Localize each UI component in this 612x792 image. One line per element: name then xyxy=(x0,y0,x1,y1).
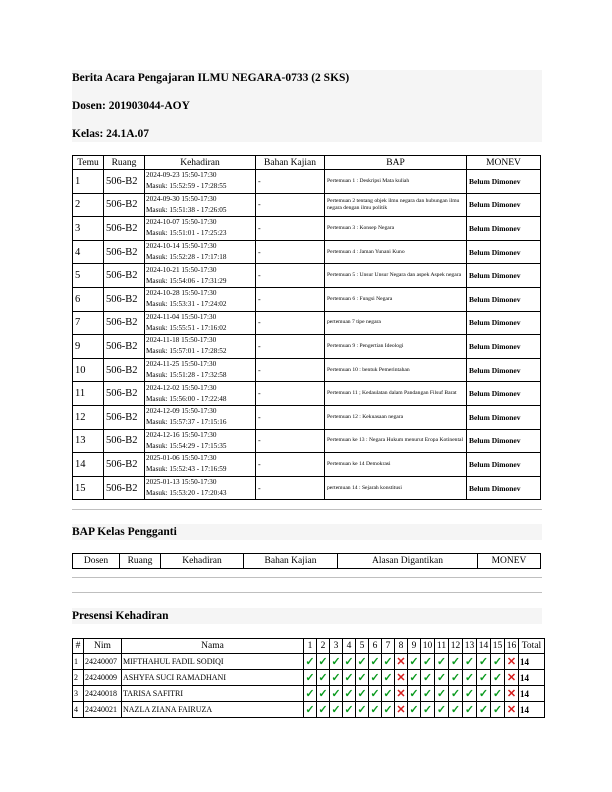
col-ruang: Ruang xyxy=(104,156,145,170)
bap-cell: Pertemuan 1 : Deskripsi Mata kuliah xyxy=(325,170,467,194)
temu-cell: 3 xyxy=(73,217,104,241)
nama-cell: MIFTHAHUL FADIL SODIQI xyxy=(122,654,304,670)
ruang-cell: 506-B2 xyxy=(104,170,145,194)
nim-cell: 24240021 xyxy=(84,702,122,718)
jadwal-text: 2024-09-23 15:50-17:30 xyxy=(146,171,217,180)
check-icon: ✓ xyxy=(408,686,421,702)
no-cell: 2 xyxy=(73,670,84,686)
kehadiran-cell xyxy=(145,193,256,217)
check-icon: ✓ xyxy=(369,702,382,718)
bap-cell: pertemuan 14 : Sejarah konstitusi xyxy=(325,476,467,500)
table-row xyxy=(73,311,541,335)
table-row xyxy=(73,654,545,670)
presensi-table xyxy=(72,638,545,718)
presensi-title: Presensi Kehadiran xyxy=(72,610,169,622)
check-icon: ✓ xyxy=(330,702,343,718)
check-icon: ✓ xyxy=(435,670,449,686)
bap-cell: Pertemuan 4 : Jaman Yunani Kuno xyxy=(325,240,467,264)
col-bahan-kajian: Bahan Kajian xyxy=(244,554,338,569)
bahan-kajian-cell: - xyxy=(256,240,325,264)
divider xyxy=(72,592,542,593)
table-row xyxy=(73,240,541,264)
monev-cell: Belum Dimonev xyxy=(467,405,541,429)
jadwal-text: 2024-11-04 15:50-17:30 xyxy=(146,312,217,321)
masuk-text: Masuk: 15:53:20 - 17:20:43 xyxy=(146,489,227,498)
bahan-kajian-cell: - xyxy=(256,217,325,241)
no-cell: 4 xyxy=(73,702,84,718)
col-meeting-14: 14 xyxy=(477,639,491,654)
check-icon: ✓ xyxy=(317,670,330,686)
jadwal-text: 2025-01-13 15:50-17:30 xyxy=(146,478,217,487)
col-no: # xyxy=(73,639,84,654)
col-alasan: Alasan Digantikan xyxy=(338,554,478,569)
monev-cell: Belum Dimonev xyxy=(467,429,541,453)
bahan-kajian-cell: - xyxy=(256,264,325,288)
check-icon: ✓ xyxy=(408,670,421,686)
check-icon: ✓ xyxy=(317,654,330,670)
kehadiran-cell xyxy=(145,358,256,382)
bap-cell: Pertemuan 11 ; Kedaulatan dalam Pandangan Filsuf Barat xyxy=(325,382,467,406)
temu-cell: 13 xyxy=(73,429,104,453)
ruang-cell: 506-B2 xyxy=(104,287,145,311)
bahan-kajian-cell: - xyxy=(256,382,325,406)
temu-cell: 15 xyxy=(73,476,104,500)
col-kehadiran: Kehadiran xyxy=(161,554,244,569)
table-row xyxy=(73,170,541,194)
table-row xyxy=(73,217,541,241)
check-icon: ✓ xyxy=(449,686,463,702)
table-row xyxy=(73,429,541,453)
bahan-kajian-cell: - xyxy=(256,335,325,359)
bahan-kajian-cell: - xyxy=(256,170,325,194)
masuk-text: Masuk: 15:54:29 - 17:15:35 xyxy=(146,441,227,450)
kehadiran-cell xyxy=(145,170,256,194)
check-icon: ✓ xyxy=(382,654,395,670)
check-icon: ✓ xyxy=(304,670,317,686)
check-icon: ✓ xyxy=(491,686,505,702)
bahan-kajian-cell: - xyxy=(256,287,325,311)
bap-cell: Pertemuan 12 : Kekuasaan negara xyxy=(325,405,467,429)
bahan-kajian-cell: - xyxy=(256,358,325,382)
col-meeting-13: 13 xyxy=(463,639,477,654)
check-icon: ✓ xyxy=(491,654,505,670)
col-meeting-8: 8 xyxy=(395,639,408,654)
kehadiran-cell xyxy=(145,429,256,453)
jadwal-text: 2024-11-18 15:50-17:30 xyxy=(146,336,217,345)
cross-icon: ✕ xyxy=(395,702,408,718)
nama-cell: TARISA SAFITRI xyxy=(122,686,304,702)
table-row xyxy=(73,702,545,718)
check-icon: ✓ xyxy=(304,654,317,670)
col-ruang: Ruang xyxy=(120,554,161,569)
temu-cell: 7 xyxy=(73,311,104,335)
check-icon: ✓ xyxy=(369,686,382,702)
temu-cell: 9 xyxy=(73,335,104,359)
masuk-text: Masuk: 15:51:38 - 17:26:05 xyxy=(146,205,227,214)
col-meeting-10: 10 xyxy=(421,639,435,654)
kehadiran-cell xyxy=(145,217,256,241)
temu-cell: 12 xyxy=(73,405,104,429)
check-icon: ✓ xyxy=(356,670,369,686)
page-title: Berita Acara Pengajaran ILMU NEGARA-0733 (2 SKS) xyxy=(72,72,350,84)
temu-cell: 6 xyxy=(73,287,104,311)
check-icon: ✓ xyxy=(304,702,317,718)
masuk-text: Masuk: 15:55:51 - 17:16:02 xyxy=(146,323,227,332)
check-icon: ✓ xyxy=(435,654,449,670)
bap-table-header xyxy=(73,156,541,170)
no-cell: 3 xyxy=(73,686,84,702)
check-icon: ✓ xyxy=(477,654,491,670)
divider xyxy=(72,509,542,510)
nama-cell: NAZLA ZIANA FAIRUZA xyxy=(122,702,304,718)
check-icon: ✓ xyxy=(435,686,449,702)
check-icon: ✓ xyxy=(463,670,477,686)
kehadiran-cell xyxy=(145,382,256,406)
masuk-text: Masuk: 15:57:01 - 17:28:52 xyxy=(146,347,227,356)
col-meeting-12: 12 xyxy=(449,639,463,654)
col-bap: BAP xyxy=(325,156,467,170)
temu-cell: 1 xyxy=(73,170,104,194)
col-kehadiran: Kehadiran xyxy=(145,156,256,170)
monev-cell: Belum Dimonev xyxy=(467,358,541,382)
temu-cell: 2 xyxy=(73,193,104,217)
check-icon: ✓ xyxy=(449,670,463,686)
masuk-text: Masuk: 15:57:37 - 17:15:16 xyxy=(146,418,227,427)
ruang-cell: 506-B2 xyxy=(104,217,145,241)
pengganti-table-header xyxy=(73,554,541,569)
bap-cell: Pertemuan 6 : Fungsi Negara xyxy=(325,287,467,311)
check-icon: ✓ xyxy=(369,670,382,686)
check-icon: ✓ xyxy=(421,686,435,702)
col-meeting-2: 2 xyxy=(317,639,330,654)
jadwal-text: 2024-12-02 15:50-17:30 xyxy=(146,383,217,392)
jadwal-text: 2024-12-16 15:50-17:30 xyxy=(146,430,217,439)
table-row xyxy=(73,453,541,477)
jadwal-text: 2024-09-30 15:50-17:30 xyxy=(146,194,217,203)
pengganti-table xyxy=(72,553,541,569)
masuk-text: Masuk: 15:52:28 - 17:17:18 xyxy=(146,253,227,262)
table-row xyxy=(73,193,541,217)
temu-cell: 11 xyxy=(73,382,104,406)
check-icon: ✓ xyxy=(304,686,317,702)
monev-cell: Belum Dimonev xyxy=(467,453,541,477)
ruang-cell: 506-B2 xyxy=(104,240,145,264)
ruang-cell: 506-B2 xyxy=(104,429,145,453)
no-cell: 1 xyxy=(73,654,84,670)
monev-cell: Belum Dimonev xyxy=(467,335,541,359)
check-icon: ✓ xyxy=(330,670,343,686)
kelas-label: Kelas: 24.1A.07 xyxy=(72,128,149,140)
nim-cell: 24240007 xyxy=(84,654,122,670)
check-icon: ✓ xyxy=(491,702,505,718)
check-icon: ✓ xyxy=(421,670,435,686)
col-meeting-3: 3 xyxy=(330,639,343,654)
col-meeting-11: 11 xyxy=(435,639,449,654)
bahan-kajian-cell: - xyxy=(256,429,325,453)
kehadiran-cell xyxy=(145,335,256,359)
bahan-kajian-cell: - xyxy=(256,476,325,500)
temu-cell: 10 xyxy=(73,358,104,382)
check-icon: ✓ xyxy=(356,654,369,670)
bahan-kajian-cell: - xyxy=(256,453,325,477)
masuk-text: Masuk: 15:52:43 - 17:16:59 xyxy=(146,465,227,474)
ruang-cell: 506-B2 xyxy=(104,193,145,217)
ruang-cell: 506-B2 xyxy=(104,382,145,406)
check-icon: ✓ xyxy=(491,670,505,686)
check-icon: ✓ xyxy=(421,654,435,670)
nama-cell: ASHYFA SUCI RAMADHANI xyxy=(122,670,304,686)
kehadiran-cell xyxy=(145,405,256,429)
jadwal-text: 2024-11-25 15:50-17:30 xyxy=(146,360,217,369)
kehadiran-cell xyxy=(145,264,256,288)
kehadiran-cell xyxy=(145,287,256,311)
cross-icon: ✕ xyxy=(395,654,408,670)
temu-cell: 4 xyxy=(73,240,104,264)
bap-cell: Pertemuan 9 : Pengertian Ideologi xyxy=(325,335,467,359)
dosen-label: Dosen: 201903044-AOY xyxy=(72,100,190,112)
monev-cell: Belum Dimonev xyxy=(467,193,541,217)
check-icon: ✓ xyxy=(449,654,463,670)
table-row xyxy=(73,264,541,288)
col-temu: Temu xyxy=(73,156,104,170)
table-row xyxy=(73,476,541,500)
table-row xyxy=(73,382,541,406)
bap-cell: pertemuan 7 tipe negara xyxy=(325,311,467,335)
check-icon: ✓ xyxy=(343,670,356,686)
monev-cell: Belum Dimonev xyxy=(467,382,541,406)
col-monev: MONEV xyxy=(467,156,541,170)
ruang-cell: 506-B2 xyxy=(104,405,145,429)
bap-cell: Pertemuan ke 14 Demokrasi xyxy=(325,453,467,477)
check-icon: ✓ xyxy=(343,654,356,670)
col-meeting-5: 5 xyxy=(356,639,369,654)
check-icon: ✓ xyxy=(463,686,477,702)
ruang-cell: 506-B2 xyxy=(104,358,145,382)
jadwal-text: 2024-10-14 15:50-17:30 xyxy=(146,242,217,251)
jadwal-text: 2024-12-09 15:50-17:30 xyxy=(146,407,217,416)
ruang-cell: 506-B2 xyxy=(104,311,145,335)
bap-cell: Pertemuan ke 13 : Negara Hukum menurut Eropa Kotinental xyxy=(325,429,467,453)
check-icon: ✓ xyxy=(463,702,477,718)
col-nim: Nim xyxy=(84,639,122,654)
divider xyxy=(72,577,542,578)
check-icon: ✓ xyxy=(317,702,330,718)
jadwal-text: 2024-10-21 15:50-17:30 xyxy=(146,265,217,274)
cross-icon: ✕ xyxy=(395,670,408,686)
total-cell: 14 xyxy=(519,654,545,670)
col-nama: Nama xyxy=(122,639,304,654)
check-icon: ✓ xyxy=(477,670,491,686)
bahan-kajian-cell: - xyxy=(256,311,325,335)
bap-cell: Pertemuan 3 : Konsep Negara xyxy=(325,217,467,241)
cross-icon: ✕ xyxy=(505,702,519,718)
check-icon: ✓ xyxy=(356,686,369,702)
temu-cell: 14 xyxy=(73,453,104,477)
check-icon: ✓ xyxy=(435,702,449,718)
col-meeting-6: 6 xyxy=(369,639,382,654)
check-icon: ✓ xyxy=(477,686,491,702)
table-row xyxy=(73,686,545,702)
total-cell: 14 xyxy=(519,670,545,686)
check-icon: ✓ xyxy=(369,654,382,670)
col-meeting-1: 1 xyxy=(304,639,317,654)
check-icon: ✓ xyxy=(343,686,356,702)
check-icon: ✓ xyxy=(317,686,330,702)
table-row xyxy=(73,287,541,311)
check-icon: ✓ xyxy=(343,702,356,718)
table-row xyxy=(73,670,545,686)
pengganti-title: BAP Kelas Pengganti xyxy=(72,526,177,538)
masuk-text: Masuk: 15:51:01 - 17:25:23 xyxy=(146,229,227,238)
check-icon: ✓ xyxy=(382,670,395,686)
bap-table xyxy=(72,155,541,500)
check-icon: ✓ xyxy=(421,702,435,718)
monev-cell: Belum Dimonev xyxy=(467,311,541,335)
bap-cell: Pertemuan 5 : Unsur Unsur Negara dan aspek Aspek negara xyxy=(325,264,467,288)
masuk-text: Masuk: 15:53:31 - 17:24:02 xyxy=(146,300,227,309)
check-icon: ✓ xyxy=(330,654,343,670)
cross-icon: ✕ xyxy=(505,654,519,670)
check-icon: ✓ xyxy=(449,702,463,718)
bap-cell: Pertemuan 10 : bentuk Pemerintahan xyxy=(325,358,467,382)
table-row xyxy=(73,358,541,382)
kehadiran-cell xyxy=(145,453,256,477)
jadwal-text: 2025-01-06 15:50-17:30 xyxy=(146,454,217,463)
check-icon: ✓ xyxy=(463,654,477,670)
jadwal-text: 2024-10-07 15:50-17:30 xyxy=(146,218,217,227)
check-icon: ✓ xyxy=(477,702,491,718)
bahan-kajian-cell: - xyxy=(256,193,325,217)
monev-cell: Belum Dimonev xyxy=(467,476,541,500)
col-bahan-kajian: Bahan Kajian xyxy=(256,156,325,170)
col-meeting-15: 15 xyxy=(491,639,505,654)
check-icon: ✓ xyxy=(356,702,369,718)
monev-cell: Belum Dimonev xyxy=(467,264,541,288)
nim-cell: 24240018 xyxy=(84,686,122,702)
col-total: Total xyxy=(519,639,545,654)
col-meeting-4: 4 xyxy=(343,639,356,654)
total-cell: 14 xyxy=(519,702,545,718)
check-icon: ✓ xyxy=(382,702,395,718)
kehadiran-cell xyxy=(145,476,256,500)
table-row xyxy=(73,405,541,429)
ruang-cell: 506-B2 xyxy=(104,335,145,359)
col-meeting-7: 7 xyxy=(382,639,395,654)
ruang-cell: 506-B2 xyxy=(104,264,145,288)
ruang-cell: 506-B2 xyxy=(104,476,145,500)
monev-cell: Belum Dimonev xyxy=(467,217,541,241)
jadwal-text: 2024-10-28 15:50-17:30 xyxy=(146,289,217,298)
kehadiran-cell xyxy=(145,240,256,264)
monev-cell: Belum Dimonev xyxy=(467,240,541,264)
kehadiran-cell xyxy=(145,311,256,335)
monev-cell: Belum Dimonev xyxy=(467,287,541,311)
masuk-text: Masuk: 15:56:00 - 17:22:48 xyxy=(146,394,227,403)
check-icon: ✓ xyxy=(408,654,421,670)
ruang-cell: 506-B2 xyxy=(104,453,145,477)
bap-cell: Pertemuan 2 tentang objek ilmu negara dan hubungan ilmu negara dengan ilmu politik xyxy=(325,193,467,217)
bahan-kajian-cell: - xyxy=(256,405,325,429)
masuk-text: Masuk: 15:52:59 - 17:28:55 xyxy=(146,182,227,191)
total-cell: 14 xyxy=(519,686,545,702)
col-dosen: Dosen xyxy=(73,554,120,569)
presensi-table-header xyxy=(73,639,545,654)
masuk-text: Masuk: 15:51:28 - 17:32:58 xyxy=(146,371,227,380)
temu-cell: 5 xyxy=(73,264,104,288)
col-meeting-16: 16 xyxy=(505,639,519,654)
cross-icon: ✕ xyxy=(505,686,519,702)
cross-icon: ✕ xyxy=(505,670,519,686)
table-row xyxy=(73,335,541,359)
check-icon: ✓ xyxy=(408,702,421,718)
col-monev: MONEV xyxy=(478,554,541,569)
cross-icon: ✕ xyxy=(395,686,408,702)
masuk-text: Masuk: 15:54:06 - 17:31:29 xyxy=(146,276,227,285)
check-icon: ✓ xyxy=(330,686,343,702)
check-icon: ✓ xyxy=(382,686,395,702)
col-meeting-9: 9 xyxy=(408,639,421,654)
nim-cell: 24240009 xyxy=(84,670,122,686)
monev-cell: Belum Dimonev xyxy=(467,170,541,194)
